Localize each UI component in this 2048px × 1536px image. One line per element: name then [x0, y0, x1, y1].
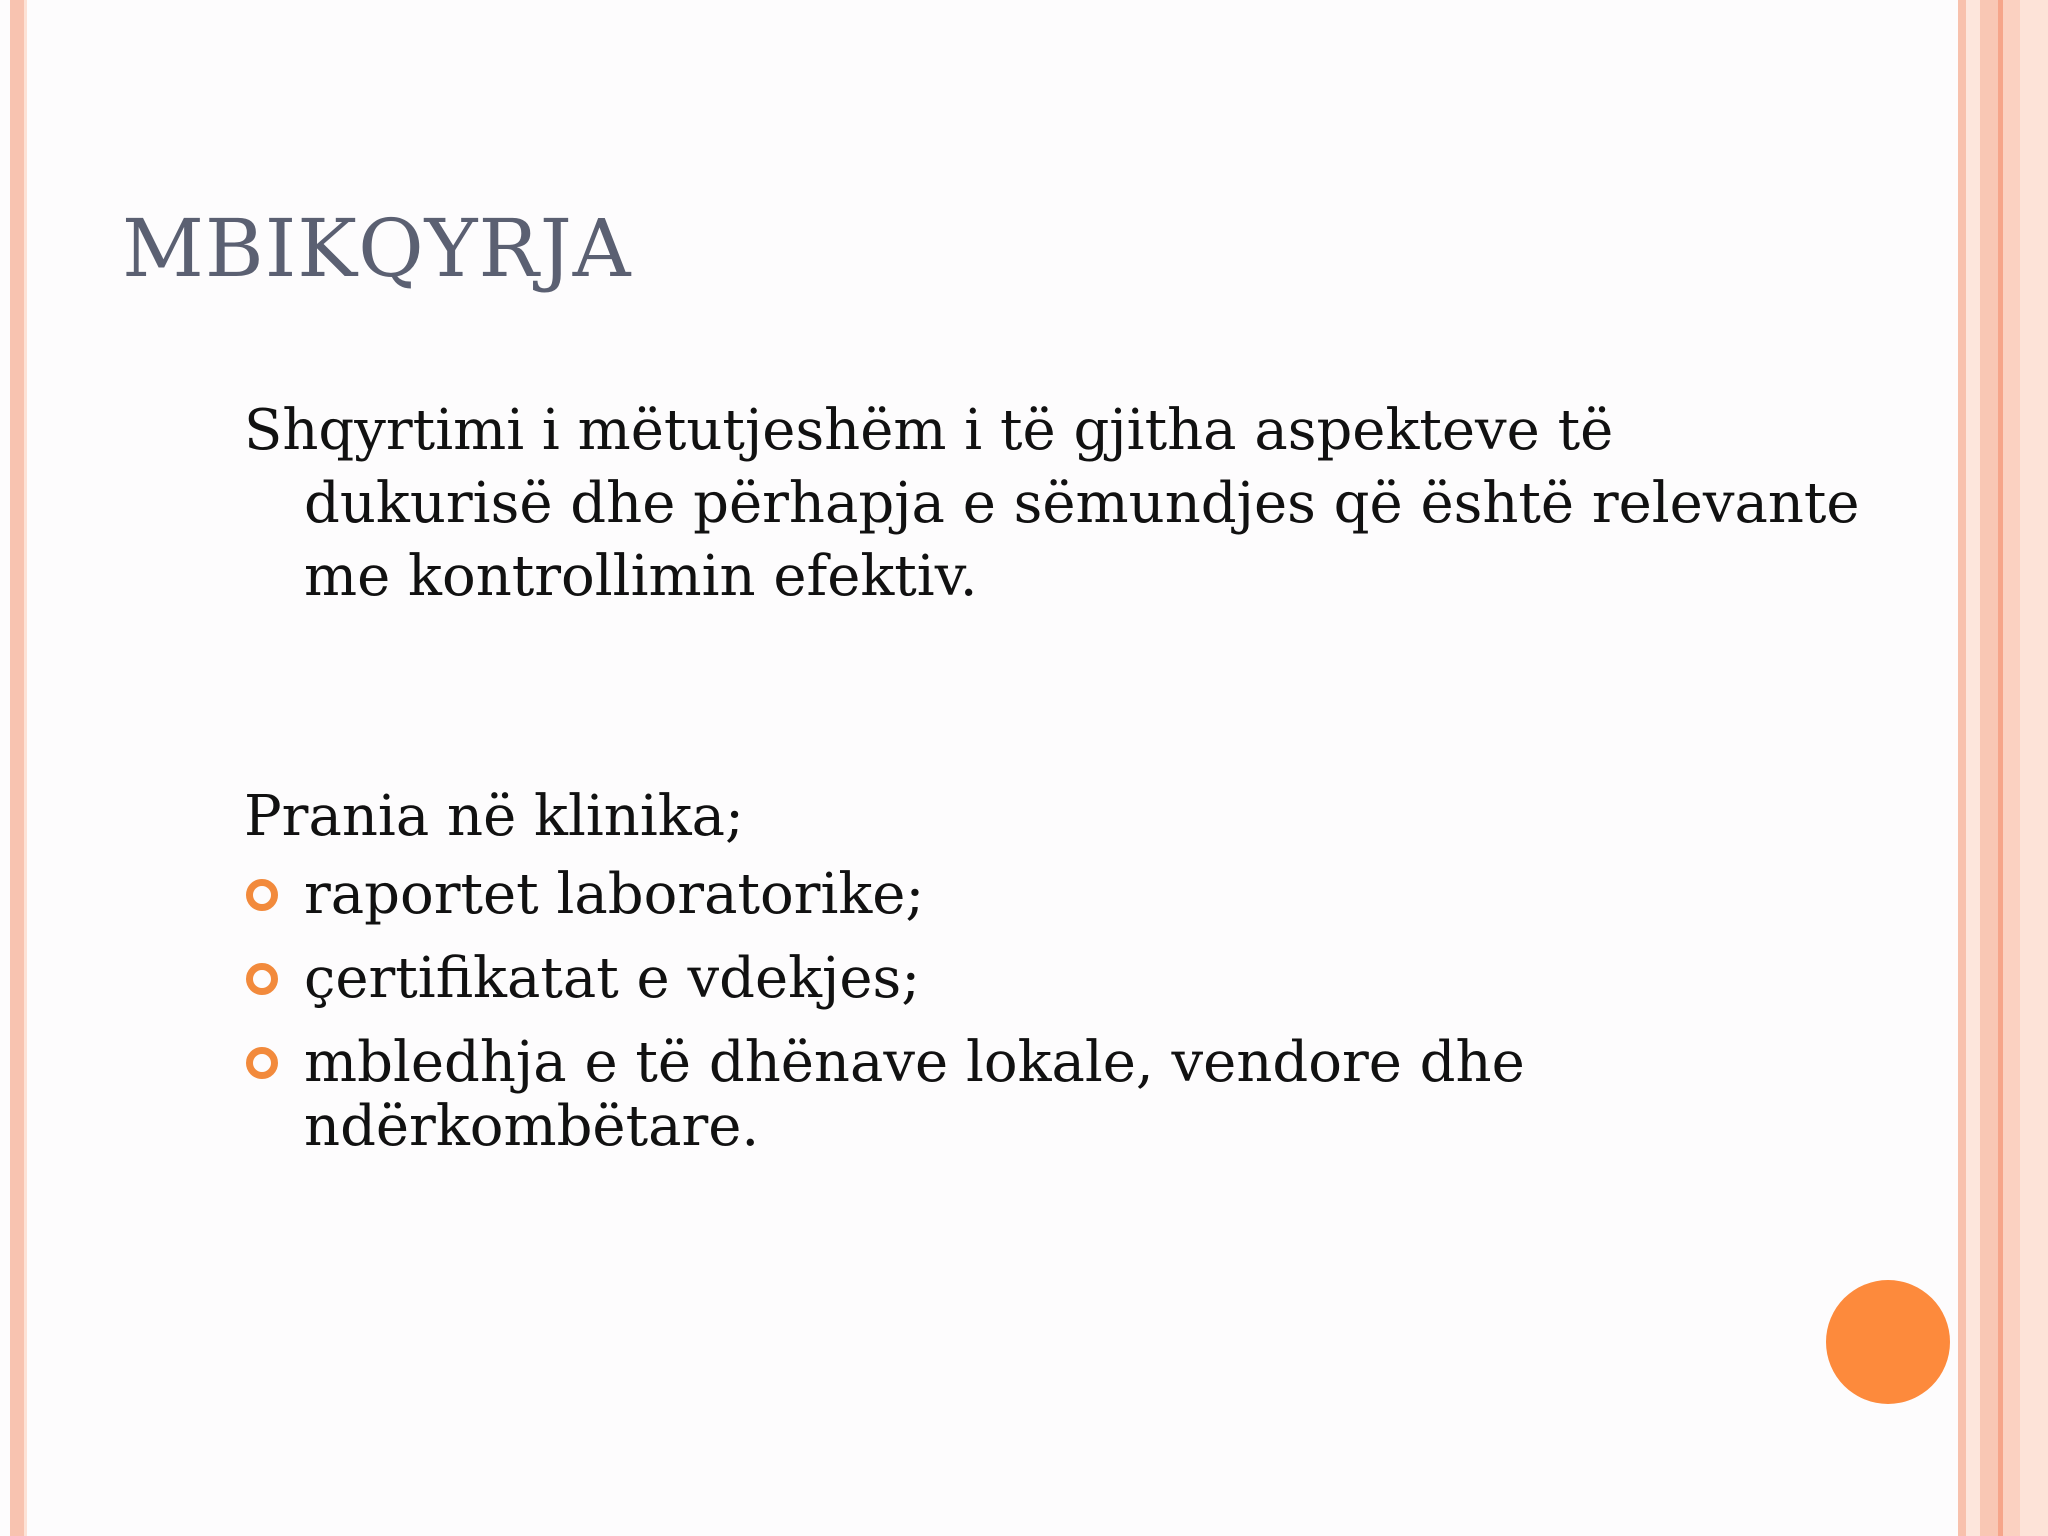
right-border-stripe: [1966, 0, 1980, 1536]
circle-bullet-icon: [246, 963, 278, 995]
right-border-stripe: [2020, 0, 2048, 1536]
circle-bullet-icon: [246, 879, 278, 911]
slide-intro: Prania në klinika;: [244, 784, 744, 849]
bullet-item: [244, 947, 1804, 1011]
bullet-item: [244, 863, 1804, 927]
left-border-stripe: [10, 0, 24, 1536]
bullet-list: [244, 863, 1804, 1179]
bullet-text: mbledhja e të dhënave lokale, vendore dhe ndërkombëtare.: [304, 1030, 1525, 1159]
left-border-stripe-inner: [24, 0, 27, 1536]
slide-title: MBIKQYRJA: [122, 202, 632, 295]
slide-paragraph: Shqyrtimi i mëtutjeshëm i të gjitha aspekteve të dukurisë dhe përhapja e sëmundjes që është relevante me kontrollimin efektiv.: [244, 398, 1860, 609]
bullet-item: [244, 1031, 1804, 1159]
right-border-stripe: [2003, 0, 2020, 1536]
right-border-stripe: [1958, 0, 1966, 1536]
circle-bullet-icon: [246, 1047, 278, 1079]
bullet-text: çertifikatat e vdekjes;: [304, 946, 921, 1011]
decorative-circle-icon: [1826, 1280, 1950, 1404]
right-border-stripe: [1980, 0, 1998, 1536]
bullet-text: raportet laboratorike;: [304, 862, 925, 927]
